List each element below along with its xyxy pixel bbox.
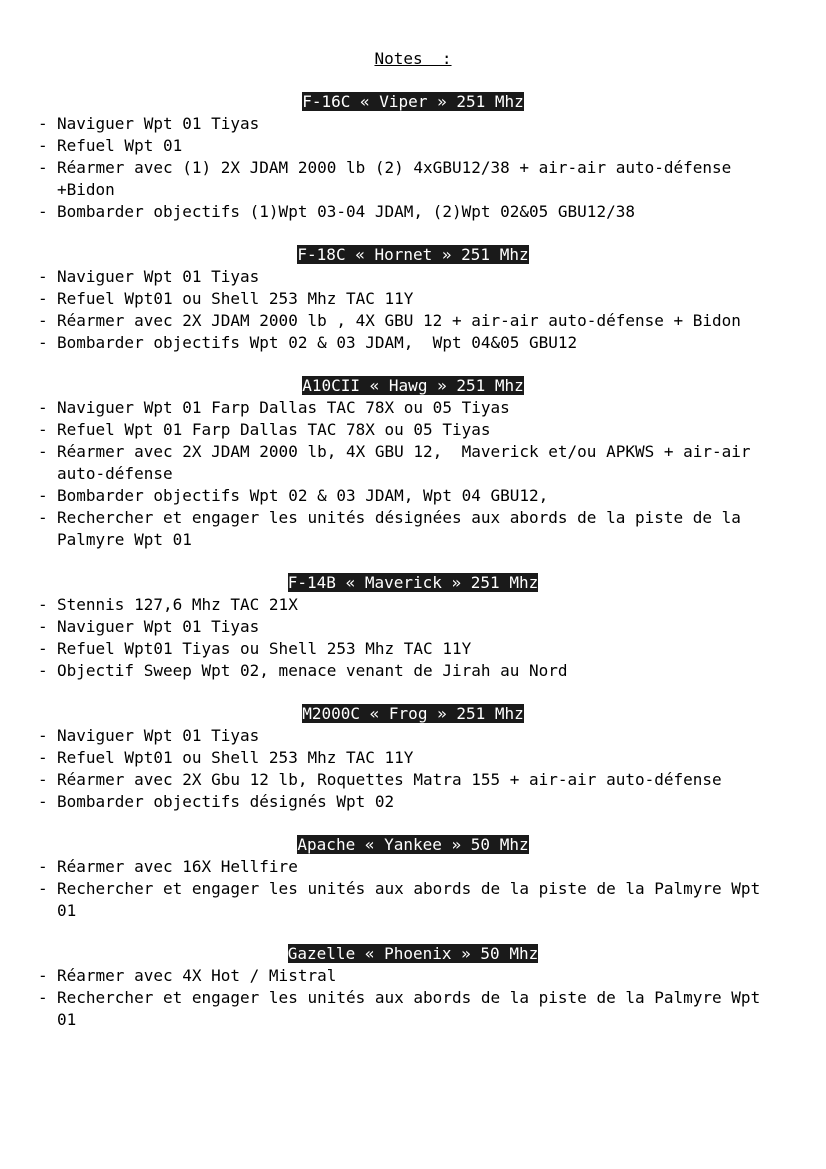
list-item xyxy=(0,310,826,332)
section-heading xyxy=(0,572,826,594)
list-item xyxy=(0,397,826,419)
list-item-text: Refuel Wpt01 ou Shell 253 Mhz TAC 11Y xyxy=(57,748,414,767)
list-item-text: Réarmer avec 4X Hot / Mistral xyxy=(57,966,337,985)
bullet-dash: - xyxy=(38,748,48,767)
list-item-text: Rechercher et engager les unités aux abords de la piste de la Palmyre Wpt 01 xyxy=(57,988,770,1029)
list-item-text: Naviguer Wpt 01 Tiyas xyxy=(57,726,260,745)
section-heading-label: Apache « Yankee » 50 Mhz xyxy=(297,835,529,854)
bullet-dash: - xyxy=(38,726,48,745)
list-item-text: Bombarder objectifs Wpt 02 & 03 JDAM, Wpt 04 GBU12, xyxy=(57,486,549,505)
list-item xyxy=(0,616,826,638)
list-item-text: Refuel Wpt 01 xyxy=(57,136,183,155)
list-item-text: Refuel Wpt01 Tiyas ou Shell 253 Mhz TAC 11Y xyxy=(57,639,472,658)
sections-container xyxy=(0,91,826,1031)
list-item-text: Réarmer avec 2X Gbu 12 lb, Roquettes Matra 155 + air-air auto-défense xyxy=(57,770,722,789)
bullet-dash: - xyxy=(38,333,48,352)
bullet-dash: - xyxy=(38,267,48,286)
task-list xyxy=(0,856,826,922)
bullet-dash: - xyxy=(38,202,48,221)
document-page xyxy=(0,48,826,1031)
section-heading-label: A10CII « Hawg » 251 Mhz xyxy=(302,376,524,395)
list-item xyxy=(0,791,826,813)
bullet-dash: - xyxy=(38,770,48,789)
list-item-text: Rechercher et engager les unités désignées aux abords de la piste de la Palmyre Wpt 01 xyxy=(57,508,751,549)
bullet-dash: - xyxy=(38,792,48,811)
section-heading-label: F-16C « Viper » 251 Mhz xyxy=(302,92,524,111)
section-heading xyxy=(0,703,826,725)
task-list xyxy=(0,266,826,354)
list-item-text: Bombarder objectifs désignés Wpt 02 xyxy=(57,792,395,811)
bullet-dash: - xyxy=(38,311,48,330)
list-item-text: Rechercher et engager les unités aux abords de la piste de la Palmyre Wpt 01 xyxy=(57,879,770,920)
list-item xyxy=(0,987,826,1031)
bullet-dash: - xyxy=(38,508,48,527)
list-item xyxy=(0,135,826,157)
bullet-dash: - xyxy=(38,857,48,876)
bullet-dash: - xyxy=(38,617,48,636)
list-item xyxy=(0,594,826,616)
bullet-dash: - xyxy=(38,289,48,308)
task-list xyxy=(0,725,826,813)
list-item-text: Réarmer avec (1) 2X JDAM 2000 lb (2) 4xGBU12/38 + air-air auto-défense +Bidon xyxy=(57,158,741,199)
section xyxy=(0,91,826,223)
section-heading xyxy=(0,244,826,266)
section xyxy=(0,834,826,922)
list-item-text: Refuel Wpt01 ou Shell 253 Mhz TAC 11Y xyxy=(57,289,414,308)
section-heading xyxy=(0,91,826,113)
bullet-dash: - xyxy=(38,988,48,1007)
section-heading xyxy=(0,834,826,856)
bullet-dash: - xyxy=(38,661,48,680)
bullet-dash: - xyxy=(38,442,48,461)
section-heading xyxy=(0,943,826,965)
bullet-dash: - xyxy=(38,420,48,439)
list-item-text: Réarmer avec 2X JDAM 2000 lb, 4X GBU 12, Maverick et/ou APKWS + air-air auto-défense xyxy=(57,442,761,483)
list-item xyxy=(0,266,826,288)
section-heading-label: F-18C « Hornet » 251 Mhz xyxy=(297,245,529,264)
list-item xyxy=(0,157,826,201)
list-item xyxy=(0,419,826,441)
bullet-dash: - xyxy=(38,158,48,177)
list-item-text: Refuel Wpt 01 Farp Dallas TAC 78X ou 05 Tiyas xyxy=(57,420,491,439)
section xyxy=(0,244,826,354)
bullet-dash: - xyxy=(38,879,48,898)
bullet-dash: - xyxy=(38,639,48,658)
page-title: Notes : xyxy=(374,49,452,68)
list-item xyxy=(0,201,826,223)
list-item-text: Réarmer avec 16X Hellfire xyxy=(57,857,298,876)
list-item-text: Stennis 127,6 Mhz TAC 21X xyxy=(57,595,298,614)
section-heading-label: F-14B « Maverick » 251 Mhz xyxy=(287,573,539,592)
list-item-text: Naviguer Wpt 01 Farp Dallas TAC 78X ou 05 Tiyas xyxy=(57,398,510,417)
list-item xyxy=(0,485,826,507)
list-item-text: Naviguer Wpt 01 Tiyas xyxy=(57,617,260,636)
section xyxy=(0,943,826,1031)
list-item xyxy=(0,441,826,485)
list-item xyxy=(0,747,826,769)
task-list xyxy=(0,594,826,682)
list-item xyxy=(0,725,826,747)
list-item xyxy=(0,878,826,922)
task-list xyxy=(0,113,826,223)
list-item xyxy=(0,769,826,791)
list-item xyxy=(0,507,826,551)
list-item-text: Naviguer Wpt 01 Tiyas xyxy=(57,114,260,133)
list-item-text: Objectif Sweep Wpt 02, menace venant de Jirah au Nord xyxy=(57,661,568,680)
list-item-text: Naviguer Wpt 01 Tiyas xyxy=(57,267,260,286)
section xyxy=(0,703,826,813)
list-item-text: Réarmer avec 2X JDAM 2000 lb , 4X GBU 12 + air-air auto-défense + Bidon xyxy=(57,311,741,330)
list-item xyxy=(0,288,826,310)
bullet-dash: - xyxy=(38,114,48,133)
list-item xyxy=(0,965,826,987)
list-item xyxy=(0,332,826,354)
list-item xyxy=(0,660,826,682)
section xyxy=(0,375,826,551)
bullet-dash: - xyxy=(38,486,48,505)
list-item xyxy=(0,113,826,135)
bullet-dash: - xyxy=(38,398,48,417)
bullet-dash: - xyxy=(38,966,48,985)
list-item-text: Bombarder objectifs Wpt 02 & 03 JDAM, Wpt 04&05 GBU12 xyxy=(57,333,578,352)
list-item xyxy=(0,638,826,660)
task-list xyxy=(0,397,826,551)
task-list xyxy=(0,965,826,1031)
section-heading-label: M2000C « Frog » 251 Mhz xyxy=(302,704,524,723)
bullet-dash: - xyxy=(38,595,48,614)
section xyxy=(0,572,826,682)
list-item-text: Bombarder objectifs (1)Wpt 03-04 JDAM, (2)Wpt 02&05 GBU12/38 xyxy=(57,202,635,221)
bullet-dash: - xyxy=(38,136,48,155)
section-heading xyxy=(0,375,826,397)
list-item xyxy=(0,856,826,878)
section-heading-label: Gazelle « Phoenix » 50 Mhz xyxy=(287,944,539,963)
